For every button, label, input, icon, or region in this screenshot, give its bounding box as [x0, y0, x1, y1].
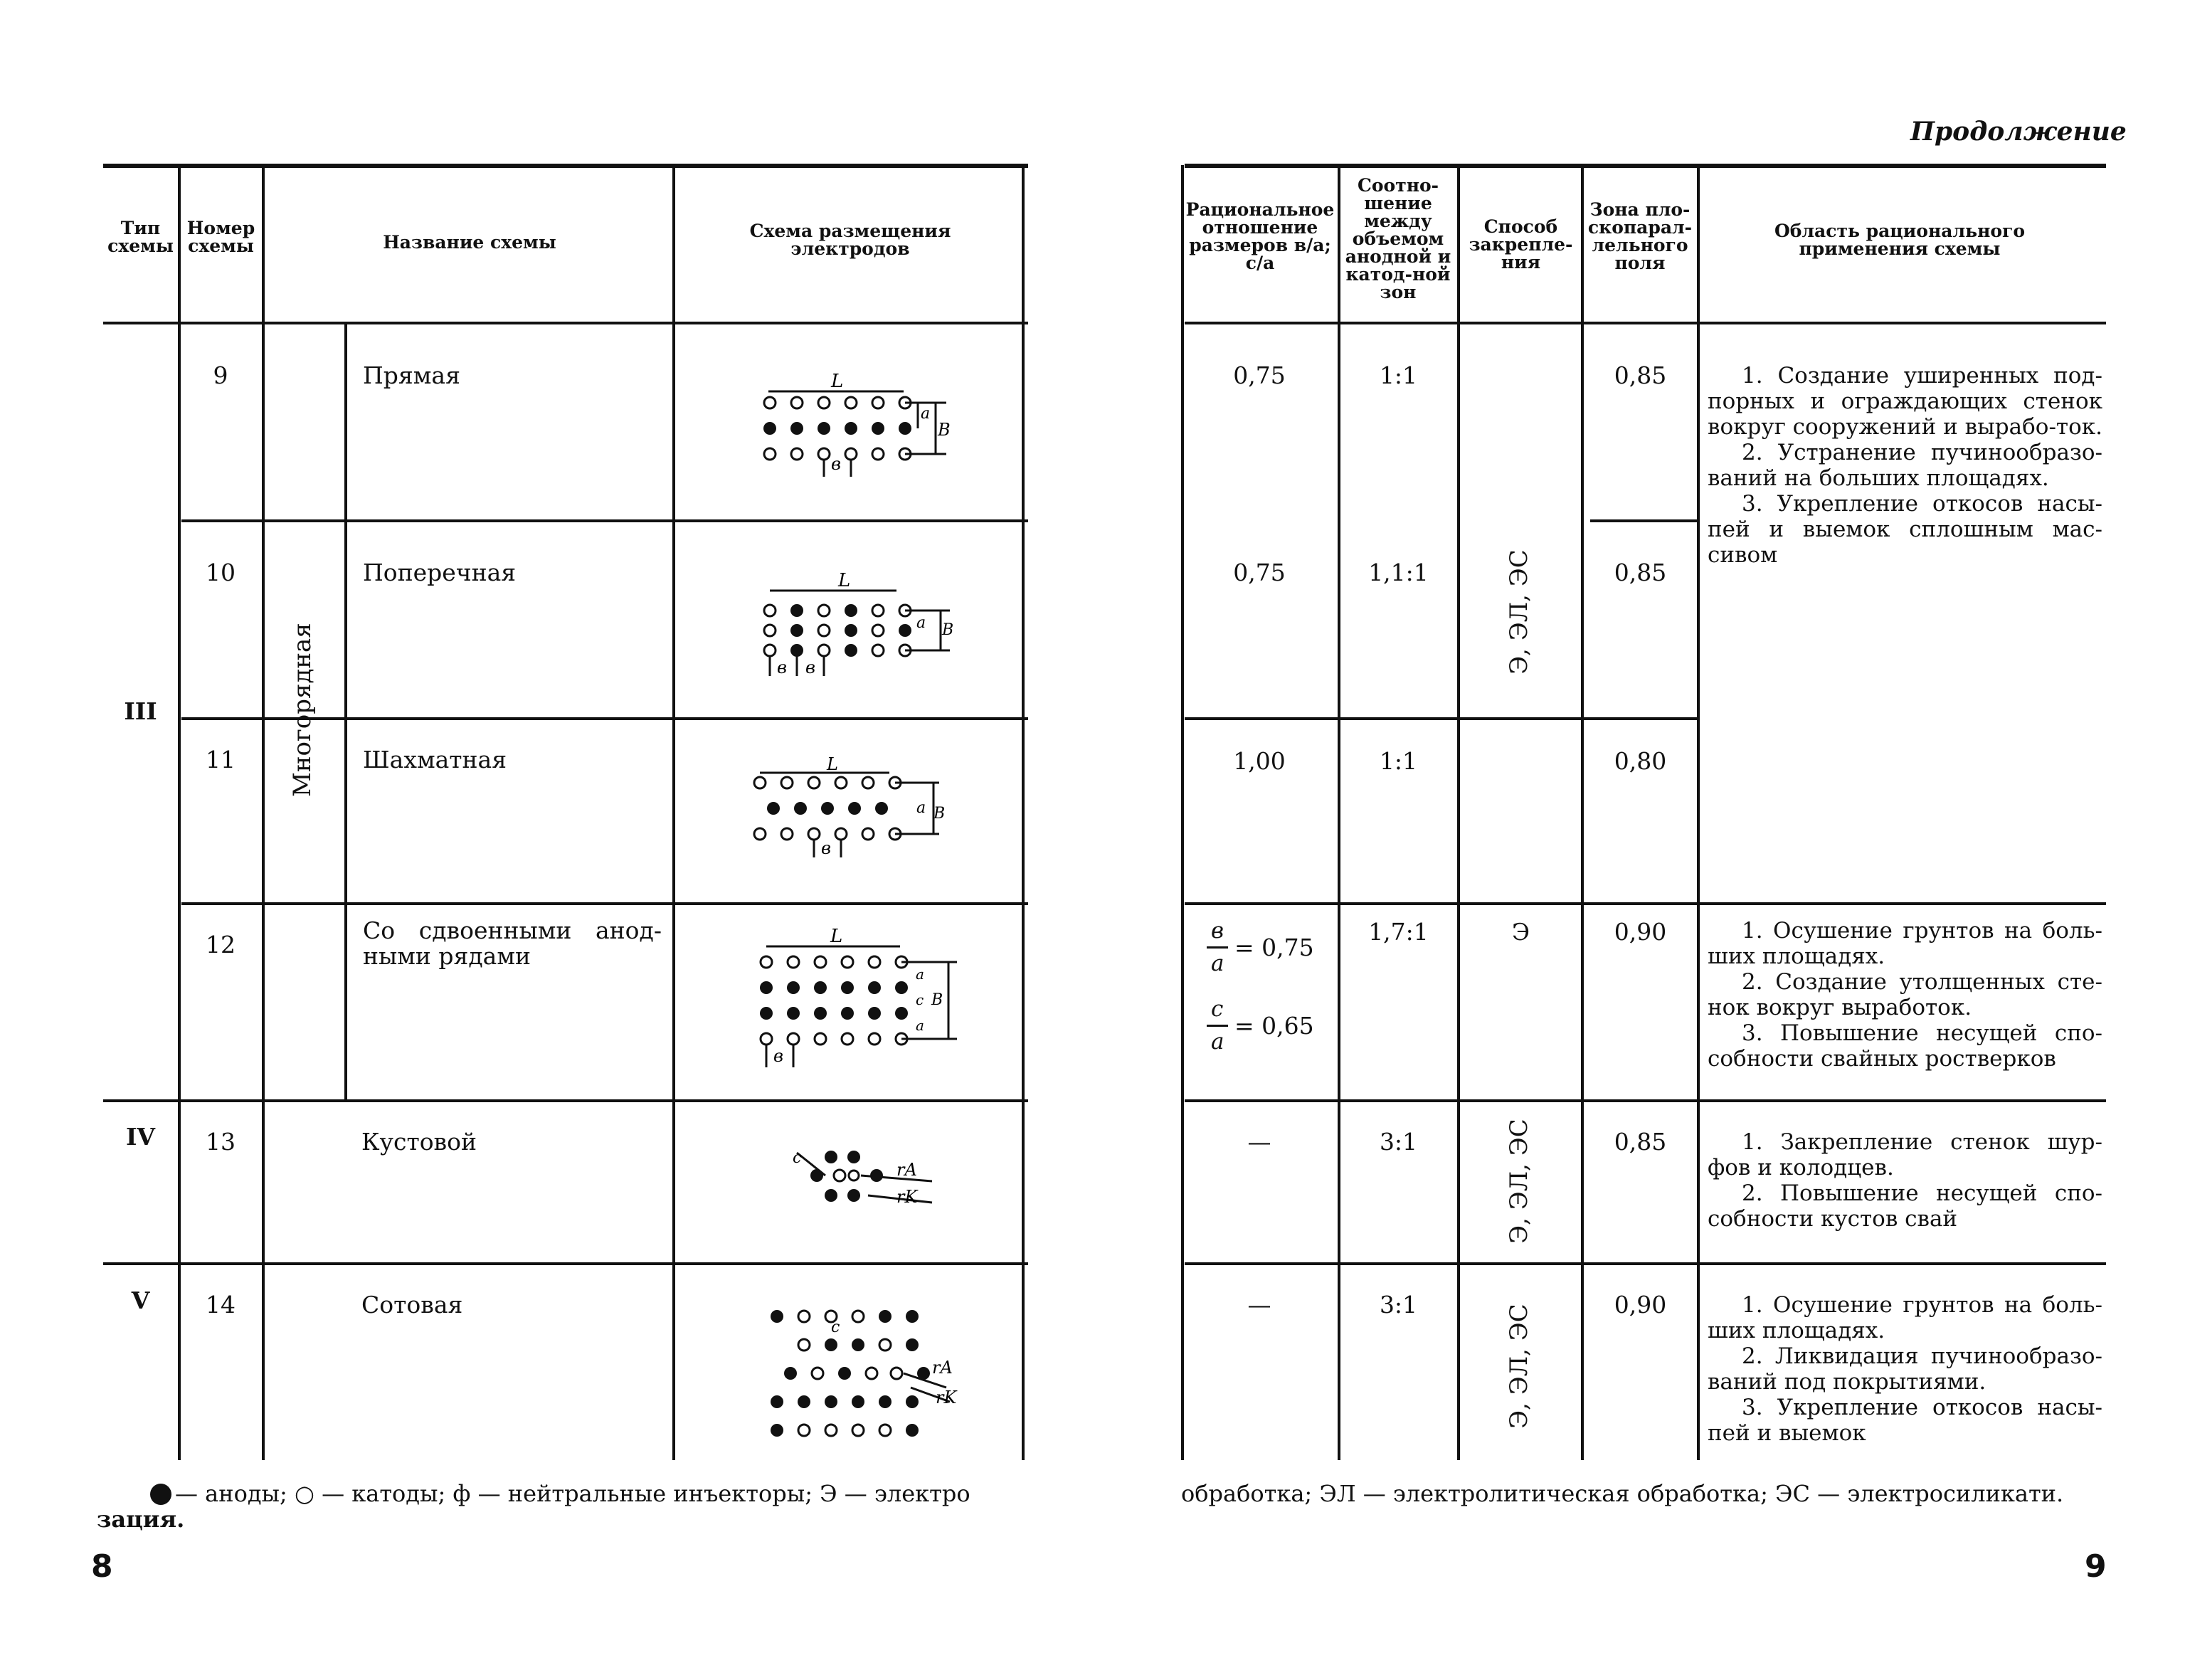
svg-text:c: c [793, 1149, 802, 1167]
name-14: Сотовая [361, 1291, 463, 1319]
frac-c-den: а [1211, 1029, 1224, 1055]
zone-10: 0,85 [1614, 559, 1667, 586]
volume-12: 1,7:1 [1368, 918, 1429, 946]
header-volume-ratio: Соотно-шение между объемом анодной и катод-ной зон [1345, 175, 1451, 302]
svg-text:c: c [831, 1319, 840, 1336]
svg-text:a: a [916, 966, 924, 983]
ratio-11: 1,00 [1233, 747, 1286, 775]
area-group-1 [1708, 363, 2102, 568]
type-III: III [124, 697, 157, 725]
area-row-14-item-2: 2. Ликвидация пучинообразо-ваний под покрытиями. [1708, 1343, 2102, 1395]
svg-text:L: L [830, 926, 843, 947]
header-method: Способ закрепле-ния [1469, 216, 1573, 273]
area-row-14-item-1: 1. Осушение грунтов на боль-ших площадях. [1708, 1292, 2102, 1343]
svg-text:B: B [931, 991, 943, 1009]
method-14: Э, ЭЛ, ЭС [1505, 1304, 1533, 1429]
area-group-1-item-2: 2. Устранение пучинообразо-ваний на больших площадях. [1708, 440, 2102, 491]
diagram-12 [751, 925, 971, 1082]
area-row-12-item-1: 1. Осушение грунтов на боль-ших площадях. [1708, 918, 2102, 969]
volume-14: 3:1 [1379, 1291, 1418, 1319]
anode-legend-icon [148, 1481, 174, 1507]
svg-text:a: a [921, 405, 931, 423]
number-11: 11 [206, 746, 236, 773]
ratio-c-value: = 0,65 [1234, 1012, 1314, 1040]
frac-b-num: в [1211, 918, 1224, 944]
ratio-9: 0,75 [1233, 361, 1286, 389]
svg-text:B: B [942, 621, 954, 639]
header-name: Название схемы [383, 232, 556, 253]
type-V: V [131, 1287, 150, 1314]
page-number-right: 9 [2085, 1548, 2107, 1585]
header-ratio-sizes: Рациональное отношение размеров в/а; с/а [1185, 199, 1335, 273]
name-10: Поперечная [363, 559, 517, 586]
header-layout: Схема размещения электродов [749, 221, 951, 259]
diagram-14 [761, 1295, 975, 1437]
diagram-11 [747, 754, 968, 875]
page-number-left: 8 [91, 1548, 113, 1585]
area-group-1-item-1: 1. Создание уширенных под-порных и ограждающих стенок вокруг сооружений и вырабо-ток. [1708, 363, 2102, 440]
ratio-13: — [1247, 1128, 1271, 1156]
svg-text:B: B [933, 805, 946, 823]
svg-text:L: L [831, 371, 844, 392]
svg-text:в: в [821, 838, 831, 858]
svg-text:в: в [777, 657, 787, 677]
zone-14: 0,90 [1614, 1291, 1667, 1319]
area-row-12 [1708, 918, 2102, 1072]
svg-text:в: в [773, 1046, 783, 1066]
method-12: Э [1511, 918, 1530, 946]
svg-text:rK: rK [896, 1187, 918, 1207]
number-13: 13 [206, 1128, 236, 1156]
footnote-right: обработка; ЭЛ — электролитическая обработка; ЭС — электросиликати. [1181, 1480, 2064, 1507]
svg-text:в: в [805, 657, 815, 677]
volume-13: 3:1 [1379, 1128, 1418, 1156]
svg-text:L: L [827, 754, 838, 774]
header-number: Номер схемы [186, 218, 255, 256]
svg-text:a: a [916, 614, 926, 632]
zone-12: 0,90 [1614, 918, 1667, 946]
header-type: Тип схемы [107, 218, 174, 256]
svg-text:B: B [938, 420, 951, 440]
zone-13: 0,85 [1614, 1128, 1667, 1156]
footnote-left: — аноды; ○ — катоды; ф — нейтральные инъекторы; Э — электро [175, 1480, 970, 1507]
frac-b-den: а [1211, 951, 1224, 976]
header-area: Область рационального применения схемы [1774, 221, 2026, 259]
zone-9: 0,85 [1614, 361, 1667, 389]
svg-text:a: a [916, 799, 926, 817]
diagram-13 [783, 1131, 968, 1224]
diagram-10 [754, 569, 968, 690]
area-row-13 [1708, 1129, 2102, 1232]
volume-9: 1:1 [1379, 361, 1418, 389]
name-13: Кустовой [361, 1128, 477, 1156]
svg-text:L: L [838, 570, 851, 591]
header-zone: Зона пло-скопарал-лельного поля [1587, 199, 1693, 273]
area-row-13-item-1: 1. Закрепление стенок шур-фов и колодцев. [1708, 1129, 2102, 1180]
type-IV: IV [125, 1123, 156, 1151]
area-row-12-item-3: 3. Повышение несущей спо-собности свайных ростверков [1708, 1020, 2102, 1072]
number-12: 12 [206, 931, 236, 958]
svg-text:a: a [916, 1017, 924, 1034]
name-12: Со сдвоенными анод-ными рядами [363, 916, 662, 970]
footnote-left-2: зация. [97, 1506, 185, 1533]
svg-text:rK: rK [936, 1388, 957, 1407]
ratio-b-value: = 0,75 [1234, 934, 1314, 961]
method-group-1: Э, ЭЛ, ЭС [1505, 549, 1533, 675]
area-row-13-item-2: 2. Повышение несущей спо-собности кустов свай [1708, 1180, 2102, 1232]
zone-11: 0,80 [1614, 747, 1667, 775]
volume-11: 1:1 [1379, 747, 1418, 775]
number-10: 10 [206, 559, 236, 586]
ratio-10: 0,75 [1233, 559, 1286, 586]
frac-c-num: с [1211, 996, 1224, 1022]
volume-10: 1,1:1 [1368, 559, 1429, 586]
name-11: Шахматная [363, 746, 507, 773]
group-label: Многорядная [288, 623, 317, 797]
method-13: Э, ЭЛ, ЭС [1505, 1119, 1533, 1244]
svg-text:rA: rA [896, 1160, 917, 1180]
number-14: 14 [206, 1291, 236, 1319]
diagram-9 [754, 370, 968, 484]
svg-text:c: c [916, 991, 924, 1008]
name-9: Прямая [363, 361, 460, 389]
svg-text:в: в [831, 454, 841, 474]
svg-text:rA: rA [932, 1358, 953, 1378]
area-group-1-item-3: 3. Укрепление откосов насы-пей и выемок сплошным мас-сивом [1708, 491, 2102, 568]
continuation-label: Продолжение [1910, 117, 2127, 147]
number-9: 9 [213, 361, 228, 389]
area-row-14-item-3: 3. Укрепление откосов насы-пей и выемок [1708, 1395, 2102, 1446]
ratio-14: — [1247, 1291, 1271, 1319]
area-row-14 [1708, 1292, 2102, 1446]
area-row-12-item-2: 2. Создание утолщенных сте-нок вокруг выработок. [1708, 969, 2102, 1020]
